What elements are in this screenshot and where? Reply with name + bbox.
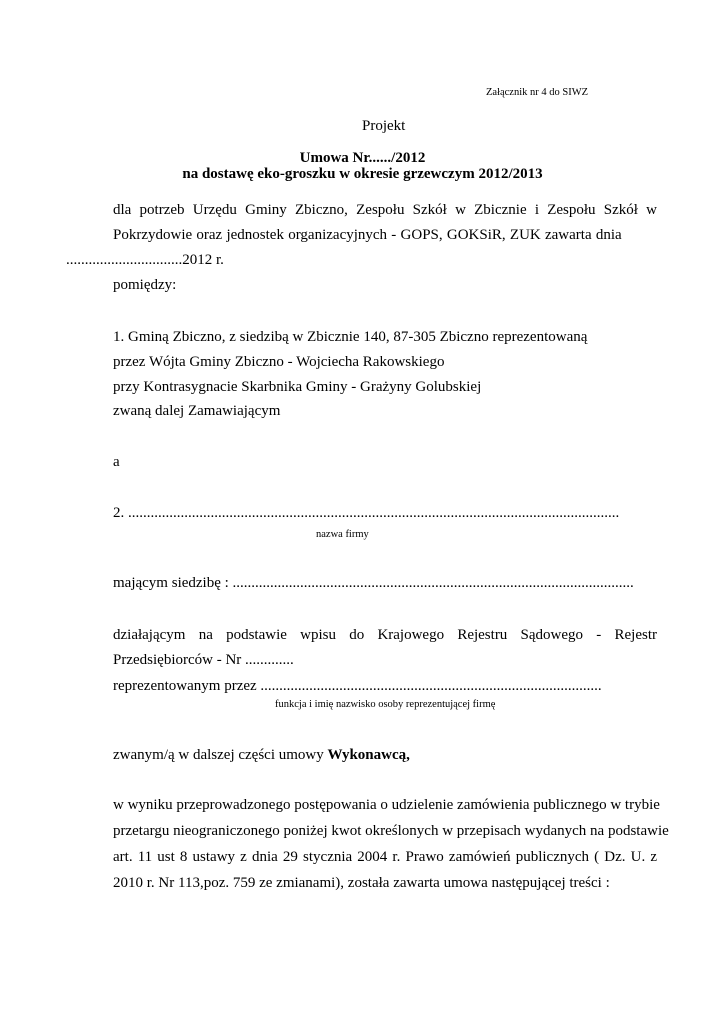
closing-line-3: art. 11 ust 8 ustawy z dnia 29 stycznia 2004 r. Prawo zamówień publicznych ( Dz. U. z	[113, 849, 657, 865]
krs-line-1: działającym na podstawie wpisu do Krajowego Rejestru Sądowego - Rejestr	[113, 627, 657, 643]
project-label: Projekt	[362, 118, 406, 134]
contractor-name: Wykonawcą,	[327, 747, 410, 763]
party1-line-1: 1. Gminą Zbiczno, z siedzibą w Zbicznie 140, 87-305 Zbiczno reprezentowaną	[113, 329, 588, 345]
closing-line-1: w wyniku przeprowadzonego postępowania o udzielenie zamówienia publicznego w trybie	[113, 797, 660, 813]
representative-caption: funkcja i imię nazwisko osoby reprezentującej firmę	[275, 699, 496, 710]
contractor-line	[113, 748, 410, 763]
intro-line-3: ...............................2012 r.	[66, 252, 224, 268]
party2-line: 2. ...................................................................................................................................	[113, 505, 620, 521]
intro-line-4: pomiędzy:	[113, 277, 177, 293]
intro-line-2: Pokrzydowie oraz jednostek organizacyjnych - GOPS, GOKSiR, ZUK zawarta dnia	[113, 227, 622, 243]
party1-line-4: zwaną dalej Zamawiającym	[113, 403, 281, 419]
contract-subtitle: na dostawę eko-groszku w okresie grzewczym 2012/2013	[182, 166, 543, 182]
annex-label: Załącznik nr 4 do SIWZ	[486, 87, 589, 98]
closing-line-4: 2010 r. Nr 113,poz. 759 ze zmianami), została zawarta umowa następującej treści :	[113, 875, 610, 891]
intro-line-1: dla potrzeb Urzędu Gminy Zbiczno, Zespołu Szkół w Zbicznie i Zespołu Szkół w	[113, 202, 657, 218]
party1-line-3: przy Kontrasygnacie Skarbnika Gminy - Grażyny Golubskiej	[113, 379, 482, 395]
closing-line-2: przetargu nieograniczonego poniżej kwot określonych w przepisach wydanych na podstawie	[113, 823, 669, 839]
contractor-prefix: zwanym/ą w dalszej części umowy	[113, 747, 328, 763]
party2-caption: nazwa firmy	[316, 529, 369, 540]
party1-line-2: przez Wójta Gminy Zbiczno - Wojciecha Rakowskiego	[113, 354, 445, 370]
seat-line: mającym siedzibę : ...........................................................................................................	[113, 575, 634, 591]
and-label: a	[113, 454, 120, 470]
krs-line-2: Przedsiębiorców - Nr .............	[113, 652, 294, 668]
contract-title: Umowa Nr....../2012	[299, 150, 426, 166]
representative-line: reprezentowanym przez ...........................................................................................	[113, 678, 602, 694]
